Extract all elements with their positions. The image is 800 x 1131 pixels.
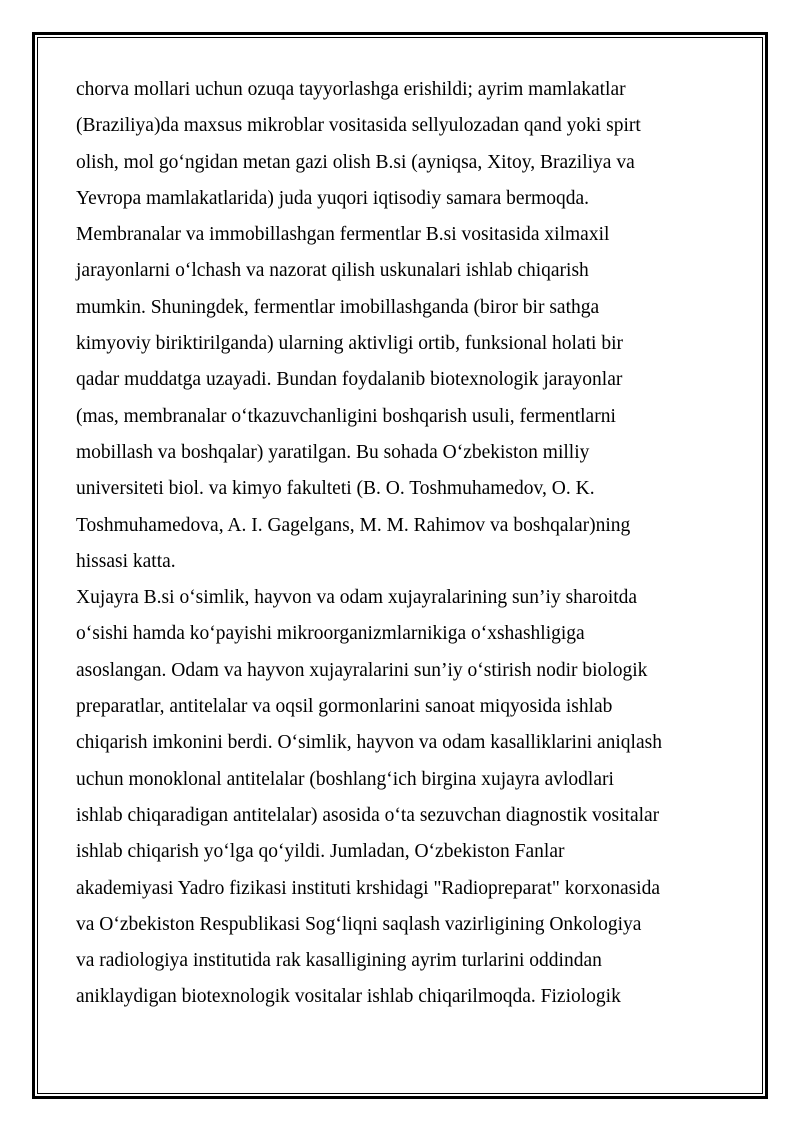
text-line: ishlab chiqaradigan antitelalar) asosida o‘ta sezuvchan diagnostik vositalar xyxy=(76,804,660,826)
text-line: mobillash va boshqalar) yaratilgan. Bu sohada O‘zbekiston milliy xyxy=(76,441,590,463)
text-line: universiteti biol. va kimyo fakulteti (B. O. Toshmuhamedov, O. K. xyxy=(76,478,595,500)
text-line: ishlab chiqarish yo‘lga qo‘yildi. Jumladan, O‘zbekiston Fanlar xyxy=(76,841,565,863)
text-line: Toshmuhamedova, A. I. Gagelgans, M. M. Rahimov va boshqalar)ning xyxy=(76,514,631,536)
text-line: preparatlar, antitelalar va oqsil gormonlarini sanoat miqyosida ishlab xyxy=(76,696,613,718)
text-line: akademiyasi Yadro fizikasi instituti krshidagi "Radiopreparat" korxonasida xyxy=(76,877,661,899)
paragraph-3 xyxy=(76,580,730,1016)
text-line: (mas, membranalar o‘tkazuvchanligini boshqarish usuli, fermentlarni xyxy=(76,405,616,427)
text-line: chorva mollari uchun ozuqa tayyorlashga erishildi; ayrim mamlakatlar xyxy=(76,79,626,100)
text-line: va radiologiya institutida rak kasalligining ayrim turlarini oddindan xyxy=(76,950,602,972)
text-line: hissasi katta. xyxy=(76,550,176,572)
text-line: qadar muddatga uzayadi. Bundan foydalanib biotexnologik jarayonlar xyxy=(76,369,623,391)
text-line: aniklaydigan biotexnologik vositalar ishlab chiqarilmoqda. Fiziologik xyxy=(76,986,621,1008)
text-line: Yevropa mamlakatlarida) juda yuqori iqtisodiy samara bermoqda. xyxy=(76,187,590,209)
text-line: olish, mol go‘ngidan metan gazi olish B.si (ayniqsa, Xitoy, Braziliya va xyxy=(76,151,635,173)
text-line: (Braziliya)da maxsus mikroblar vositasida sellyulozadan qand yoki spirt xyxy=(76,115,641,137)
text-line: Membranalar va immobillashgan fermentlar B.si vositasida xilmaxil xyxy=(76,224,610,246)
text-line: mumkin. Shuningdek, fermentlar imobillashganda (biror bir sathga xyxy=(76,296,600,318)
text-line: chiqarish imkonini berdi. O‘simlik, hayvon va odam kasalliklarini aniqlash xyxy=(76,732,662,754)
text-line: kimyoviy biriktirilganda) ularning aktivligi ortib, funksional holati bir xyxy=(76,333,623,355)
text-line: va O‘zbekiston Respublikasi Sog‘liqni saqlash vazirligining Onkologiya xyxy=(76,913,642,935)
text-line: o‘sishi hamda ko‘payishi mikroorganizmlarnikiga o‘xshashligiga xyxy=(76,623,585,645)
paragraph-2 xyxy=(76,217,730,580)
text-line: uchun monoklonal antitelalar (boshlang‘ich birgina xujayra avlodlari xyxy=(76,768,614,790)
text-line: Xujayra B.si o‘simlik, hayvon va odam xujayralarining sun’iy sharoitda xyxy=(76,587,638,609)
document-body xyxy=(76,72,730,1016)
text-line: jarayonlarni o‘lchash va nazorat qilish uskunalari ishlab chiqarish xyxy=(76,260,589,282)
paragraph-1 xyxy=(76,72,730,217)
text-line: asoslangan. Odam va hayvon xujayralarini sun’iy o‘stirish nodir biologik xyxy=(76,659,648,681)
